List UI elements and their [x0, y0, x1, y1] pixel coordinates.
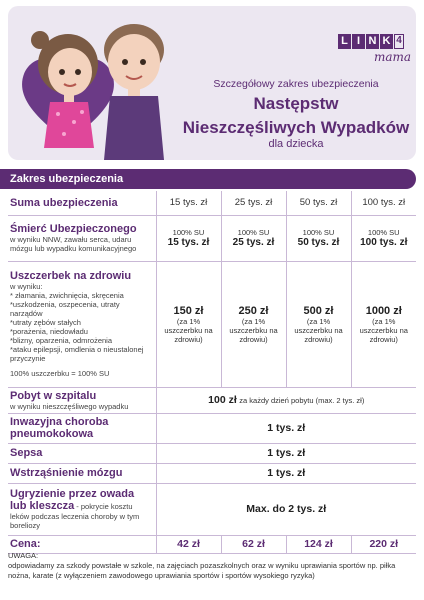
hero-subtitle: Szczegółowy zakres ubezpieczenia — [213, 78, 379, 90]
list-item: *blizny, oparzenia, odmrożenia — [10, 336, 113, 345]
price-value: 42 zł — [177, 538, 200, 550]
row-desc: w wyniku NNW, zawału serca, udaru mózgu lub wypadku komunikacyjnego — [10, 235, 137, 253]
sum-amount: 15 tys. zł — [169, 197, 208, 209]
cell-top: 100% SU — [237, 228, 270, 237]
row-header — [8, 463, 156, 483]
cell-main: 15 tys. zł — [167, 237, 210, 248]
row-header — [8, 215, 156, 261]
sum-amount: 50 tys. zł — [299, 197, 338, 209]
cell-main: 1 tys. zł — [267, 447, 306, 459]
notes-text: odpowiadamy za szkody powstałe w szkole, na zajęciach pozaszkolnych oraz w wyniku uprawiania sportów np. piłka nożna, karate (z wyłączeniem zawodowego uprawiania sportów i sportów wysokiego ryzyka) — [8, 561, 396, 580]
row-header — [8, 483, 156, 535]
row-desc: w wyniku nieszczęśliwego wypadku — [10, 401, 129, 411]
cell-top: 100% SU — [367, 228, 400, 237]
table-row — [8, 215, 416, 261]
price-value: 220 zł — [369, 538, 399, 550]
cell-main: 150 zł — [173, 304, 204, 317]
cell-main: Max. do 2 tys. zł — [246, 503, 327, 515]
cell-main: 100 tys. zł — [360, 237, 408, 248]
row-footnote: 100% uszczerbku = 100% SU — [10, 369, 110, 378]
list-item: *uszkodzenia, oszpecenia, utraty narządów — [10, 300, 120, 318]
children-illustration — [22, 10, 182, 160]
cell-main: 1 tys. zł — [267, 422, 306, 434]
list-item: *ataku epilepsji, omdlenia o nieustalonej przyczynie — [10, 345, 144, 363]
logo-letter: K — [380, 34, 393, 49]
table-cell — [156, 261, 221, 387]
row-title: Wstrząśnienie mózgu — [10, 467, 123, 479]
row-title: Śmierć Ubezpieczonego — [10, 223, 137, 235]
row-intro: w wyniku: — [10, 282, 43, 291]
price-value: 62 zł — [242, 538, 265, 550]
section-title: Zakres ubezpieczenia — [0, 169, 416, 189]
cell-note: (za 1% uszczerbku na zdrowiu) — [294, 316, 343, 344]
row-title: Suma ubezpieczenia — [10, 196, 118, 209]
cell-main: 50 tys. zł — [297, 237, 340, 248]
table-cell — [351, 191, 416, 215]
cell-main: 1 tys. zł — [267, 467, 306, 479]
cell-note: (za 1% uszczerbku na zdrowiu) — [229, 316, 278, 344]
cell-main: 25 tys. zł — [232, 237, 275, 248]
sum-amount: 25 tys. zł — [234, 197, 273, 209]
row-title: Inwazyjna choroba pneumokokowa — [10, 416, 109, 440]
table-cell — [221, 191, 286, 215]
cell-main: 500 zł — [303, 304, 334, 317]
table-row — [8, 443, 416, 463]
table-row — [8, 463, 416, 483]
hero-title-line1: Następstw — [253, 94, 339, 113]
cell-main: 250 zł — [238, 304, 269, 317]
row-header — [8, 191, 156, 215]
notes-label: UWAGA: — [8, 551, 39, 560]
table-cell — [156, 413, 416, 443]
table-cell — [156, 463, 416, 483]
row-header — [8, 413, 156, 443]
cell-note: (za 1% uszczerbku na zdrowiu) — [164, 316, 213, 344]
logo-letter: I — [352, 34, 365, 49]
table-cell — [351, 261, 416, 387]
logo-sub: mama — [374, 50, 412, 64]
row-desc: - pokrycie kosztu leków podczas leczenia choroby w tym boreliozy — [10, 502, 140, 530]
cell-note: (za 1% uszczerbku na zdrowiu) — [359, 316, 408, 344]
hero-banner — [8, 6, 416, 160]
table-cell — [286, 191, 351, 215]
table-cell — [156, 215, 221, 261]
cell-main: 1000 zł — [365, 304, 402, 317]
table-row — [8, 387, 416, 413]
notes — [8, 551, 416, 581]
table-row — [8, 191, 416, 215]
table-cell — [221, 215, 286, 261]
logo-number: 4 — [394, 34, 404, 49]
table-cell — [156, 443, 416, 463]
sum-amount: 100 tys. zł — [362, 197, 406, 209]
row-title: Sepsa — [10, 447, 43, 459]
cell-note: za każdy dzień pobytu (max. 2 tys. zł) — [239, 396, 365, 405]
list-item: *porażenia, niedowładu — [10, 327, 88, 336]
cell-top: 100% SU — [302, 228, 335, 237]
cell-top: 100% SU — [172, 228, 205, 237]
table-row — [8, 413, 416, 443]
hero-text — [178, 78, 414, 150]
cell-main: 100 zł — [208, 394, 237, 406]
link4-logo — [338, 34, 416, 74]
table-cell — [286, 215, 351, 261]
table-cell — [156, 191, 221, 215]
row-header — [8, 443, 156, 463]
hero-for-whom: dla dziecka — [268, 138, 324, 150]
table-row — [8, 261, 416, 387]
row-title: Uszczerbek na zdrowiu — [10, 270, 132, 282]
table-cell — [156, 483, 416, 535]
coverage-table — [8, 191, 416, 554]
table-row — [8, 483, 416, 535]
logo-letter: N — [366, 34, 379, 49]
row-header — [8, 387, 156, 413]
list-item: * złamania, zwichnięcia, skręcenia — [10, 291, 124, 300]
row-title: Pobyt w szpitalu — [10, 389, 97, 402]
price-value: 124 zł — [304, 538, 333, 550]
table-cell — [221, 261, 286, 387]
row-title: Ugryzienie przez owada lub kleszcza — [10, 488, 135, 512]
table-cell — [156, 387, 416, 413]
hero-title-line2: Nieszczęśliwych Wypadków — [182, 118, 410, 137]
list-item: *utraty zębów stałych — [10, 318, 81, 327]
row-title: Cena: — [10, 538, 41, 550]
table-cell — [286, 261, 351, 387]
row-header — [8, 261, 156, 387]
table-cell — [351, 215, 416, 261]
logo-letter: L — [338, 34, 351, 49]
